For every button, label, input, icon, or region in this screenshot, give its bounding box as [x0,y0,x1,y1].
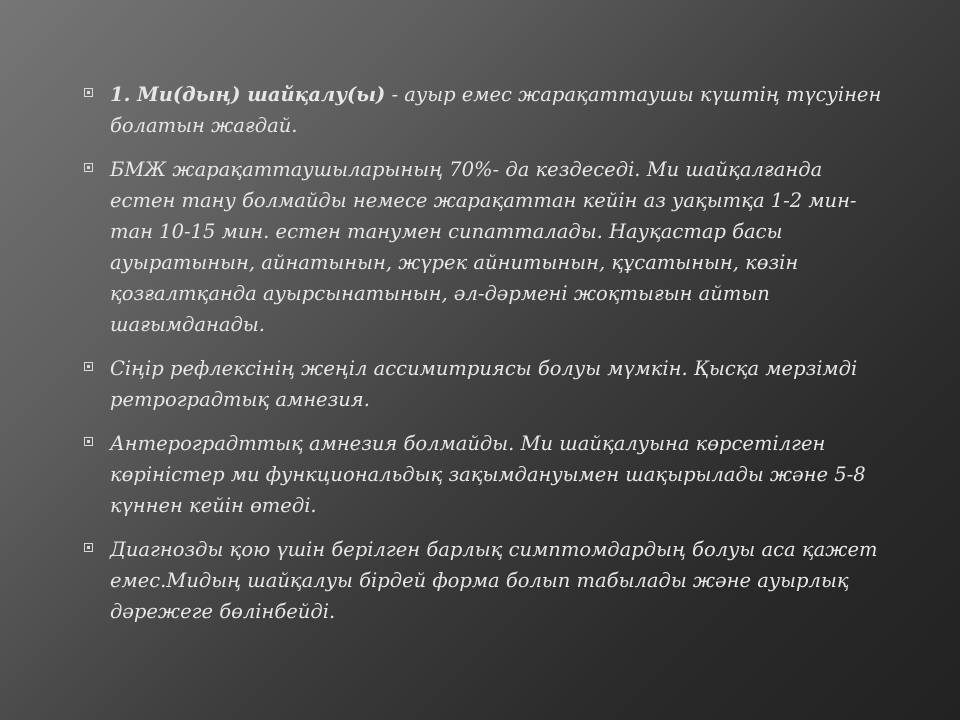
bullet-text: Сіңір рефлексінің жеңіл ассимитриясы болуы мүмкін. Қысқа мерзімді ретроградтық амнезия. [110,357,858,411]
bullet-item [84,534,884,627]
bullet-item [84,79,884,141]
bullet-text: Антероградттық амнезия болмайды. Ми шайқалуына көрсетілген көріністер ми функциональдық зақымдануымен шақырылады және 5-8 күннен кейін өтеді. [110,432,866,517]
bullet-item [84,428,884,521]
bullet-item [84,154,884,340]
bullet-list [84,79,884,640]
bullet-text: Диагнозды қою үшін берілген барлық симптомдардың болуы аса қажет емес.Мидың шайқалуы бірдей форма болып табылады және ауырлық дәрежеге бөлінбейді. [110,538,878,623]
square-bullet-icon [84,362,93,371]
bullet-text: - ауыр емес жарақаттаушы күштің түсуінен болатын жағдай. [110,83,882,137]
square-bullet-icon [84,163,93,172]
square-bullet-icon [84,543,93,552]
square-bullet-icon [84,437,93,446]
bullet-item [84,353,884,415]
square-bullet-icon [84,88,93,97]
bullet-heading: 1. Ми(дың) шайқалу(ы) [110,83,386,106]
bullet-text: БМЖ жарақаттаушыларының 70%- да кездеседі. Ми шайқалғанда естен тану болмайды немесе жарақаттан кейін аз уақытқа 1-2 мин-тан 10-15 мин. естен танумен сипатталады. Науқастар басы ауыратынын, айнатынын, жүрек айнитынын, құсатынын, көзін қозғалтқанда ауырсынатынын, әл-дәрмені жоқтығын айтып шағымданады. [110,158,857,336]
